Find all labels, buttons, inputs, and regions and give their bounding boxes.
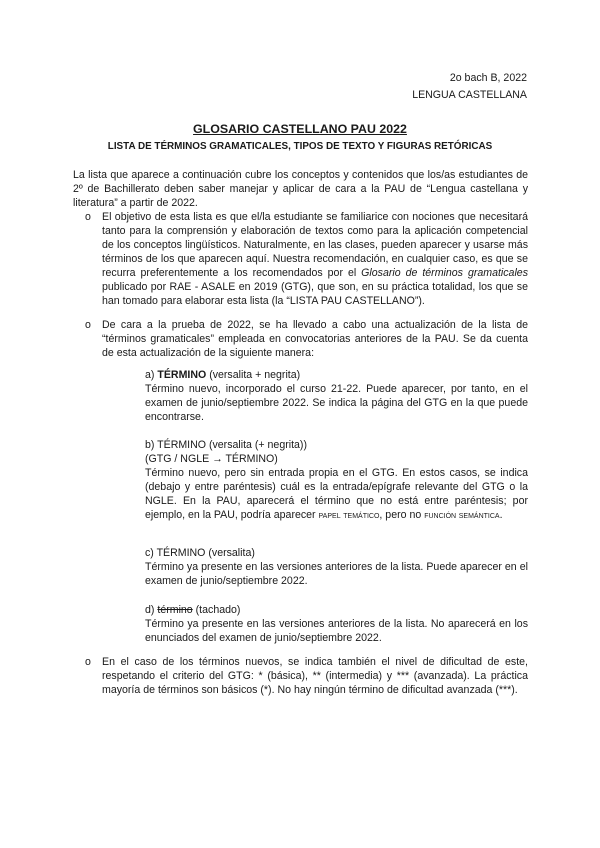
header-course: 2o bach B, 2022: [449, 72, 527, 84]
header-subject: LENGUA CASTELLANA: [412, 89, 527, 101]
section-a-body: Término nuevo, incorporado el curso 21-22. Puede aparecer, por tanto, en el examen de junio/septiembre 2022. Se indica la página del GTG en la que puede encontrarse.: [145, 383, 528, 423]
section-d-body: Término ya presente en las versiones anteriores de la lista. No aparecerá en los enunciados del examen de junio/septiembre 2022.: [145, 618, 528, 644]
bullet-objective: [85, 210, 528, 308]
section-c: [145, 546, 528, 588]
section-b-subheading: (GTG / NGLE → TÉRMINO): [145, 453, 278, 465]
bullet-marker: o: [85, 211, 91, 223]
section-b-body: Término nuevo, pero sin entrada propia en el GTG. En estos casos, se indica (debajo y entre paréntesis) cuál es la entrada/epígrafe relevante del GTG o la NGLE. En la PAU, aparecerá el término que no está entre paréntesis; por ejemplo, en la PAU, podría aparecer papel temático, pero no función semántica.: [145, 467, 528, 521]
bullet-update-text: De cara a la prueba de 2022, se ha llevado a cabo una actualización de la lista de “términos gramaticales” empleada en convocatorias anteriores de la PAU. Se da cuenta de esta actualización de la siguiente manera:: [102, 319, 528, 359]
section-b: [145, 438, 528, 523]
bullet-marker: o: [85, 656, 91, 668]
section-d-heading: d) término (tachado): [145, 604, 241, 616]
section-b-heading: b) TÉRMINO (versalita (+ negrita)): [145, 439, 307, 451]
section-a: [145, 368, 528, 424]
bullet-marker: o: [85, 319, 91, 331]
document-subtitle: LISTA DE TÉRMINOS GRAMATICALES, TIPOS DE TEXTO Y FIGURAS RETÓRICAS: [107, 141, 493, 152]
section-a-heading: a) TÉRMINO (versalita + negrita): [145, 369, 301, 381]
bullet-difficulty-text: En el caso de los términos nuevos, se indica también el nivel de dificultad de este, respetando el criterio del GTG: * (básica), ** (intermedia) y *** (avanzada). La práctica mayoría de términos son básicos (*). No hay ningún término de dificultad avanzada (***).: [102, 656, 528, 696]
intro-paragraph: La lista que aparece a continuación cubre los conceptos y contenidos que los/as estudiantes de 2º de Bachillerato deben saber manejar y aplicar de cara a la PAU de “Lengua castellana y literatura” a partir de 2022.: [73, 169, 528, 209]
bullet-update: [85, 318, 528, 360]
section-c-heading: c) TÉRMINO (versalita): [145, 547, 255, 559]
bullet-objective-text: El objetivo de esta lista es que el/la estudiante se familiarice con nociones que necesitará tanto para la comprensión y elaboración de textos como para la aplicación competencial de los conceptos lingüísticos. Naturalmente, en las clases, pueden aparecer y usarse más términos de los que aparecen aquí. Nuestra recomendación, en cualquier caso, es que se recurra preferentemente a los recomendados por el Glosario de términos gramaticales publicado por RAE - ASALE en 2019 (GTG), que son, en su práctica totalidad, los que se han tomado para elaborar esta lista (la “LISTA PAU CASTELLANO”).: [102, 211, 528, 307]
document-title: GLOSARIO CASTELLANO PAU 2022: [193, 122, 407, 136]
section-d: [145, 603, 528, 645]
section-c-body: Término ya presente en las versiones anteriores de la lista. Puede aparecer en el examen de junio/septiembre 2022.: [145, 561, 528, 587]
bullet-difficulty: [85, 655, 528, 697]
